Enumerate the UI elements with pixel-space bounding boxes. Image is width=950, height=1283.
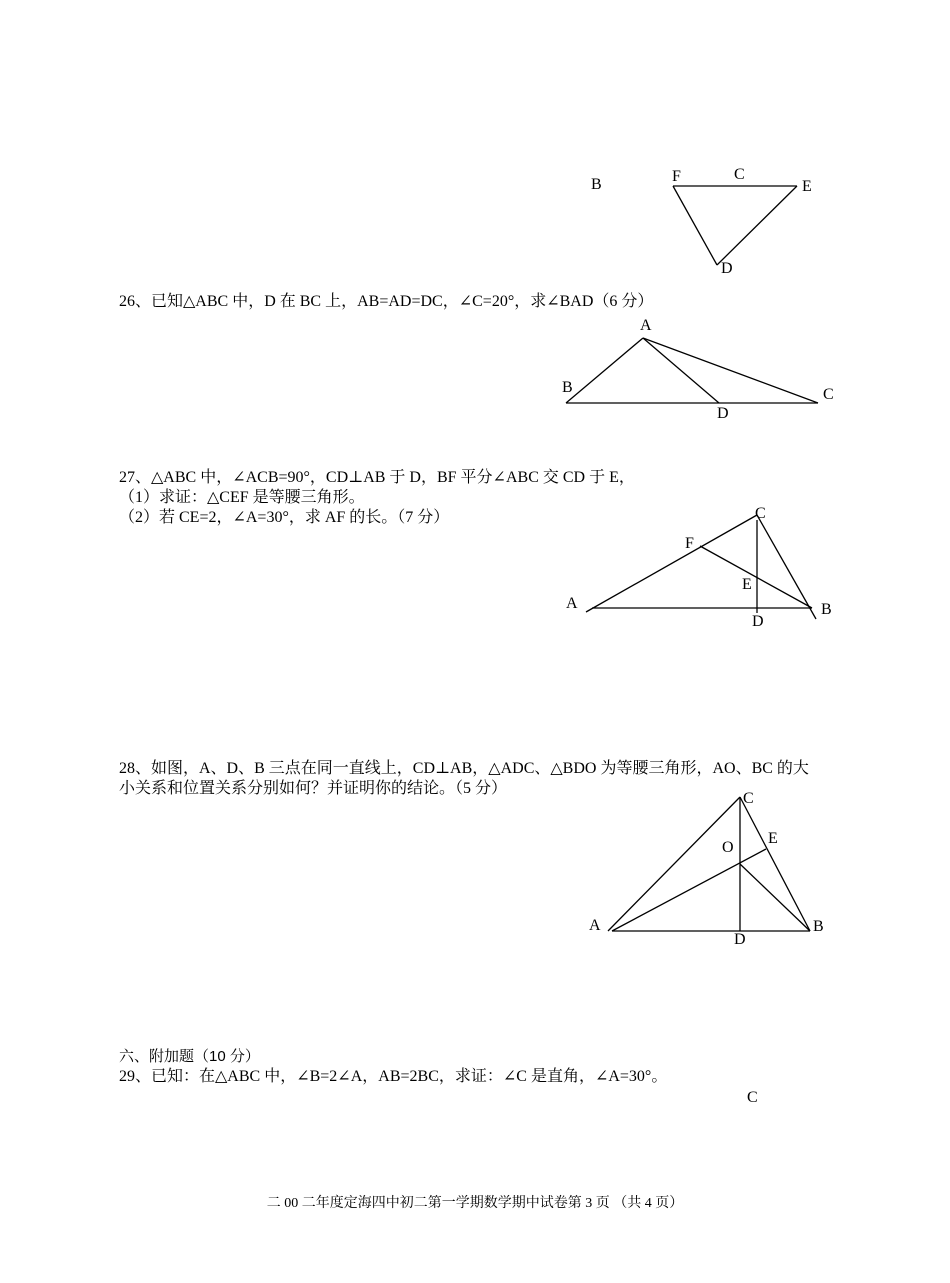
label-E: E [768, 830, 778, 847]
label-A: A [589, 917, 601, 934]
label-D: D [717, 405, 729, 422]
label-B: B [562, 379, 573, 396]
label-B: B [591, 176, 602, 193]
question-28-line2: 小关系和位置关系分别如何？并证明你的结论。（5 分） [119, 780, 508, 797]
page-footer: 二 00 二年度定海四中初二第一学期数学期中试卷第 3 页 （共 4 页） [266, 1196, 684, 1211]
label-C: C [743, 790, 754, 807]
section-6-title: 六、附加题（10 分） [119, 1048, 260, 1065]
label-E: E [802, 178, 812, 195]
label-D: D [752, 613, 764, 630]
label-E: E [742, 576, 752, 593]
question-27-line2: （1）求证：△CEF 是等腰三角形。 [119, 489, 365, 506]
label-D: D [721, 260, 733, 277]
segment-AE [612, 849, 766, 931]
label-A: A [566, 595, 578, 612]
question-29-text: 29、已知：在△ABC 中，∠B=2∠A，AB=2BC，求证：∠C 是直角，∠A=30°。 [119, 1068, 668, 1085]
question-28-line1: 28、如图，A、D、B 三点在同一直线上，CD⊥AB，△ADC、△BDO 为等腰三角形，AO、BC 的大 [119, 760, 809, 777]
label-D: D [734, 931, 746, 948]
segment-AC [608, 797, 740, 931]
label-B: B [821, 601, 832, 618]
label-F: F [685, 535, 694, 552]
question-27-line3: （2）若 CE=2，∠A=30°，求 AF 的长。（7 分） [119, 509, 450, 526]
label-O: O [722, 839, 734, 856]
label-C: C [734, 166, 745, 183]
label-C: C [755, 505, 766, 522]
question-26-text: 26、已知△ABC 中，D 在 BC 上，AB=AD=DC，∠C=20°，求∠BAD（6 分） [119, 293, 654, 310]
label-C: C [823, 386, 834, 403]
label-F: F [672, 168, 681, 185]
question-27-line1: 27、△ABC 中，∠ACB=90°，CD⊥AB 于 D，BF 平分∠ABC 交 CD 于 E， [119, 469, 635, 486]
label-B: B [813, 918, 824, 935]
label-C: C [747, 1089, 758, 1106]
segment-CB [740, 797, 810, 931]
label-A: A [640, 317, 652, 334]
segment-OB [740, 864, 810, 931]
